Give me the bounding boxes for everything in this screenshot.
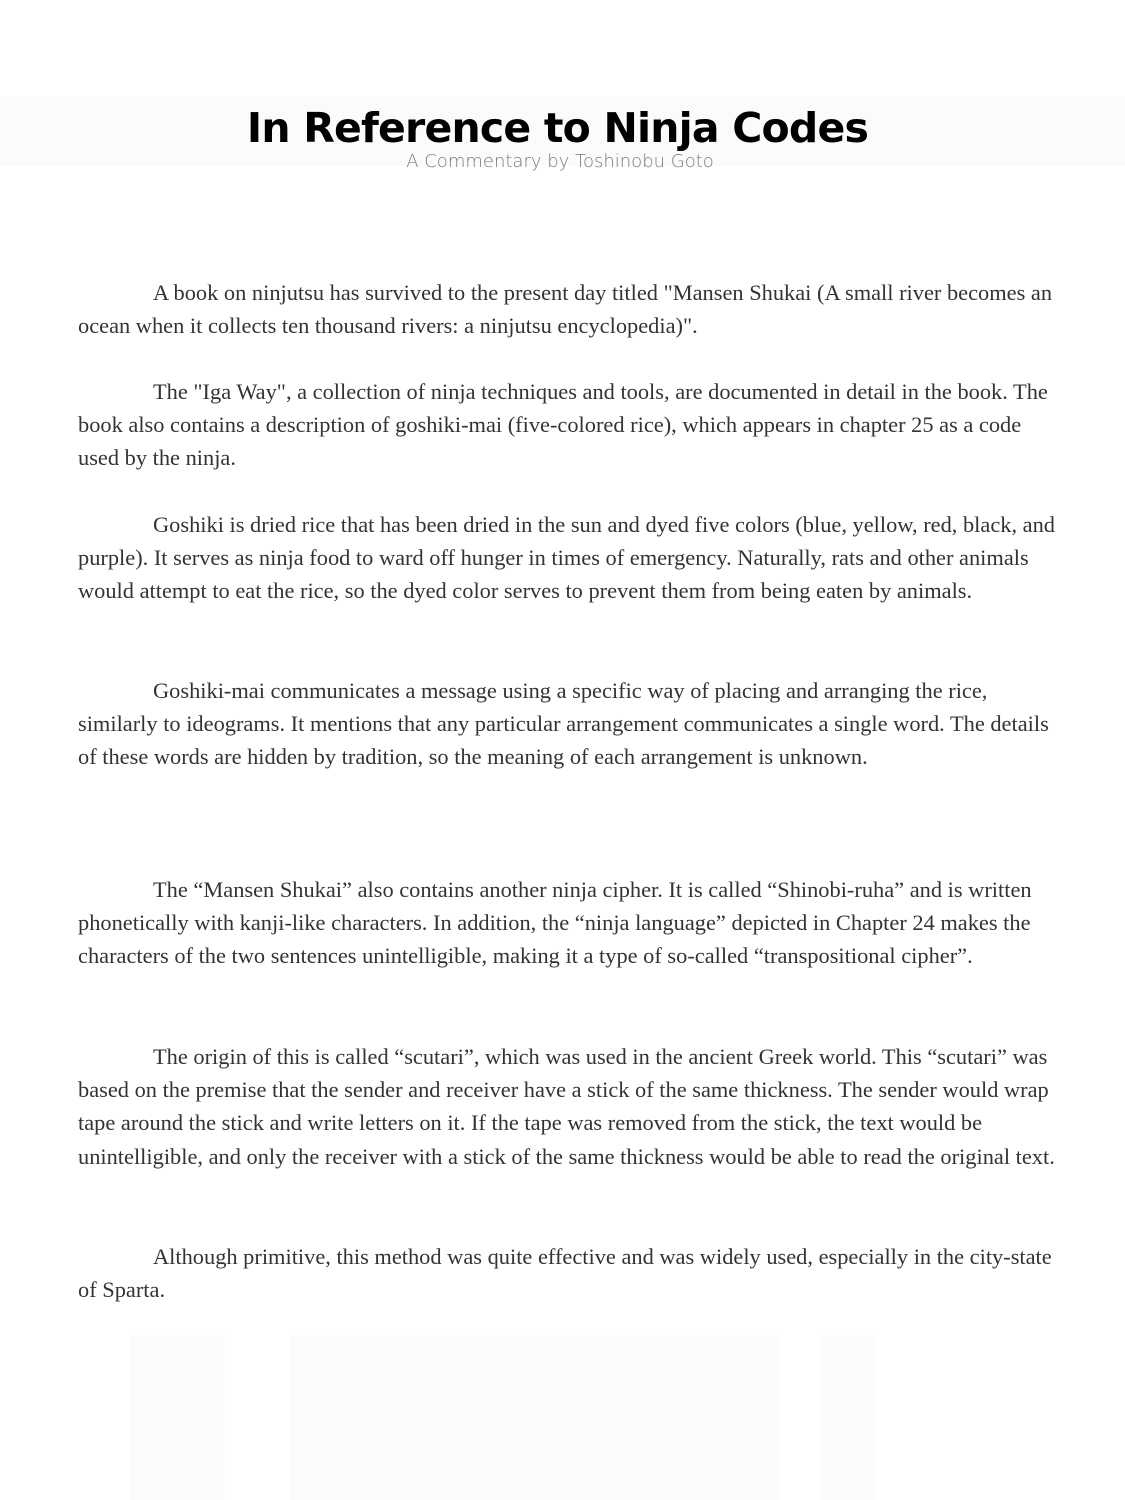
- faint-background-shape: [130, 1335, 225, 1500]
- page-title: In Reference to Ninja Codes: [246, 104, 869, 152]
- body-paragraph: The “Mansen Shukai” also contains another ninja cipher. It is called “Shinobi-ruha” and is written phonetically with kanji-like characters. In addition, the “ninja language” depicted in Chapter 24 makes the characters of the two sentences unintelligible, making it a type of so-called “transpositional cipher”.: [78, 877, 1032, 969]
- body-paragraph: The "Iga Way", a collection of ninja techniques and tools, are documented in detail in the book. The book also contains a description of goshiki-mai (five-colored rice), which appears in chapter 25 as a code used by the ninja.: [78, 379, 1048, 471]
- body-paragraph: Although primitive, this method was quite effective and was widely used, especially in the city-state of Sparta.: [78, 1244, 1052, 1303]
- body-paragraph: The origin of this is called “scutari”, which was used in the ancient Greek world. This “scutari” was based on the premise that the sender and receiver have a stick of the same thickness. The sender would wrap tape around the stick and write letters on it. If the tape was removed from the stick, the text would be unintelligible, and only the receiver with a stick of the same thickness would be able to read the original text.: [78, 1044, 1055, 1169]
- faint-background-shape: [290, 1335, 780, 1500]
- page-subtitle: A Commentary by Toshinobu Goto: [406, 151, 714, 172]
- body-paragraph: Goshiki-mai communicates a message using a specific way of placing and arranging the rice, similarly to ideograms. It mentions that any particular arrangement communicates a single word. The details of these words are hidden by tradition, so the meaning of each arrangement is unknown.: [78, 678, 1049, 770]
- body-paragraph: Goshiki is dried rice that has been dried in the sun and dyed five colors (blue, yellow, red, black, and purple). It serves as ninja food to ward off hunger in times of emergency. Naturally, rats and other animals would attempt to eat the rice, so the dyed color serves to prevent them from being eaten by animals.: [78, 512, 1055, 604]
- faint-background-shape: [820, 1335, 875, 1500]
- body-paragraph: A book on ninjutsu has survived to the present day titled "Mansen Shukai (A small river becomes an ocean when it collects ten thousand rivers: a ninjutsu encyclopedia)".: [78, 280, 1053, 339]
